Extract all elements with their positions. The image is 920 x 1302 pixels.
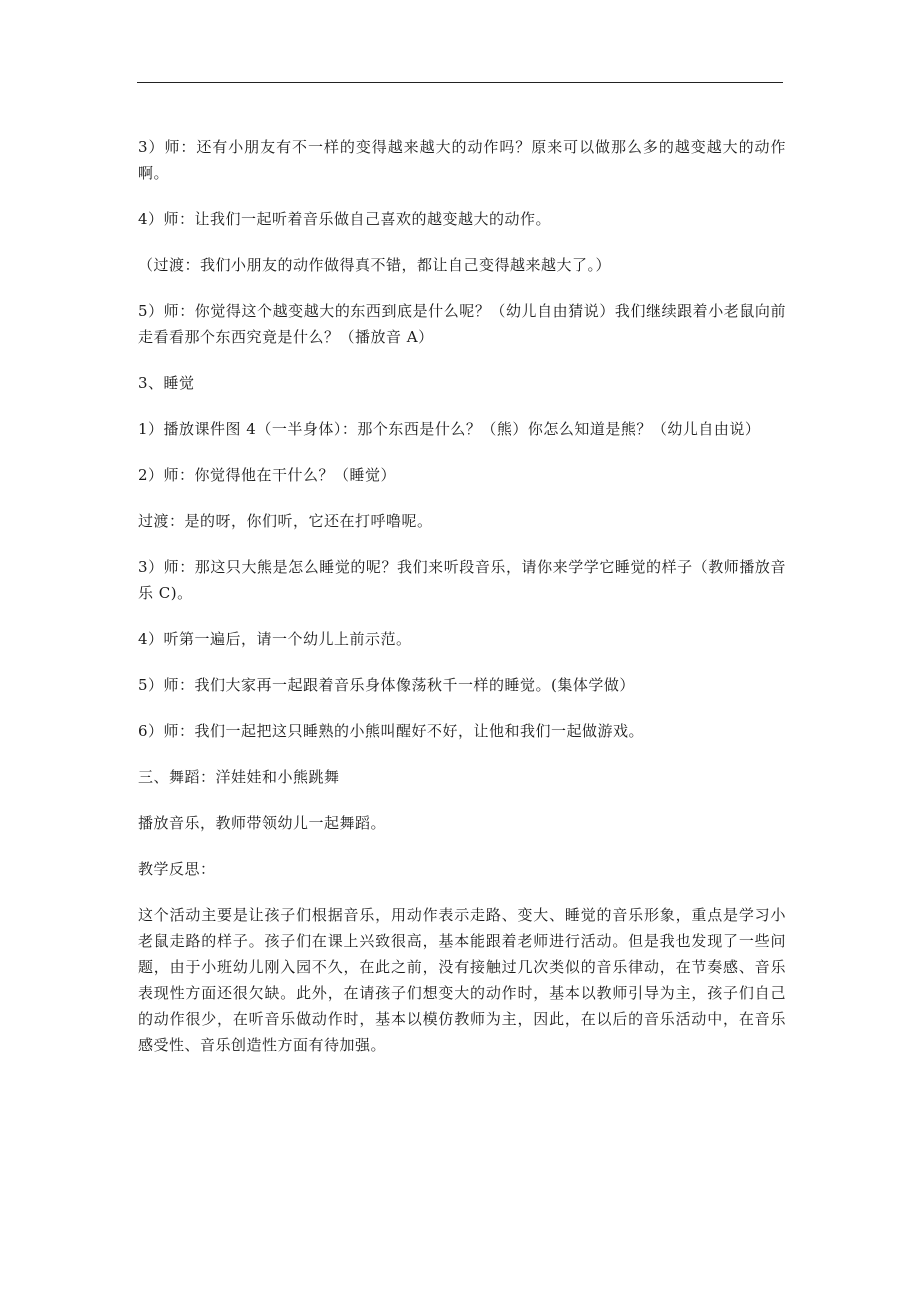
paragraph-sleep-step5: 5）师：我们大家再一起跟着音乐身体像荡秋千一样的睡觉。(集体学做） [138, 676, 635, 694]
paragraph-transition-1: （过渡：我们小朋友的动作做得真不错，都让自己变得越来越大了。） [138, 256, 612, 274]
section-heading-sleep: 3、睡觉 [138, 374, 195, 392]
paragraph-step4-music: 4）师：让我们一起听着音乐做自己喜欢的越变越大的动作。 [138, 210, 552, 228]
document-body [138, 134, 786, 1058]
paragraph-step3-question: 3）师：还有小朋友有不一样的变得越来越大的动作吗？原来可以做那么多的越变越大的动作啊。 [138, 138, 786, 182]
paragraph-step5-guess: 5）师：你觉得这个越变越大的东西到底是什么呢？（幼儿自由猜说）我们继续跟着小老鼠向前走看看那个东西究竟是什么？（播放音 A） [138, 302, 786, 346]
paragraph-sleep-step2: 2）师：你觉得他在干什么？（睡觉） [138, 466, 397, 484]
paragraph-sleep-step4: 4）听第一遍后，请一个幼儿上前示范。 [138, 630, 412, 648]
paragraph-sleep-step6: 6）师：我们一起把这只睡熟的小熊叫醒好不好，让他和我们一起做游戏。 [138, 722, 645, 740]
section-heading-reflection: 教学反思： [138, 860, 216, 878]
section-heading-dance: 三、舞蹈：洋娃娃和小熊跳舞 [138, 768, 340, 786]
header-rule [137, 82, 783, 83]
paragraph-transition-2: 过渡：是的呀，你们听，它还在打呼噜呢。 [138, 512, 433, 530]
paragraph-sleep-step1: 1）播放课件图 4（一半身体）：那个东西是什么？（熊）你怎么知道是熊？（幼儿自由说） [138, 420, 761, 438]
paragraph-reflection: 这个活动主要是让孩子们根据音乐，用动作表示走路、变大、睡觉的音乐形象，重点是学习小老鼠走路的样子。孩子们在课上兴致很高，基本能跟着老师进行活动。但是我也发现了一些问题，由于小班幼儿刚入园不久，在此之前，没有接触过几次类似的音乐律动，在节奏感、音乐表现性方面还很欠缺。此外，在请孩子们想变大的动作时，基本以教师引导为主，孩子们自己的动作很少，在听音乐做动作时，基本以模仿教师为主，因此，在以后的音乐活动中，在音乐感受性、音乐创造性方面有待加强。 [138, 906, 786, 1054]
paragraph-sleep-step3: 3）师：那这只大熊是怎么睡觉的呢？我们来听段音乐，请你来学学它睡觉的样子（教师播放音乐 C)。 [138, 558, 786, 602]
paragraph-dance: 播放音乐，教师带领幼儿一起舞蹈。 [138, 814, 387, 832]
